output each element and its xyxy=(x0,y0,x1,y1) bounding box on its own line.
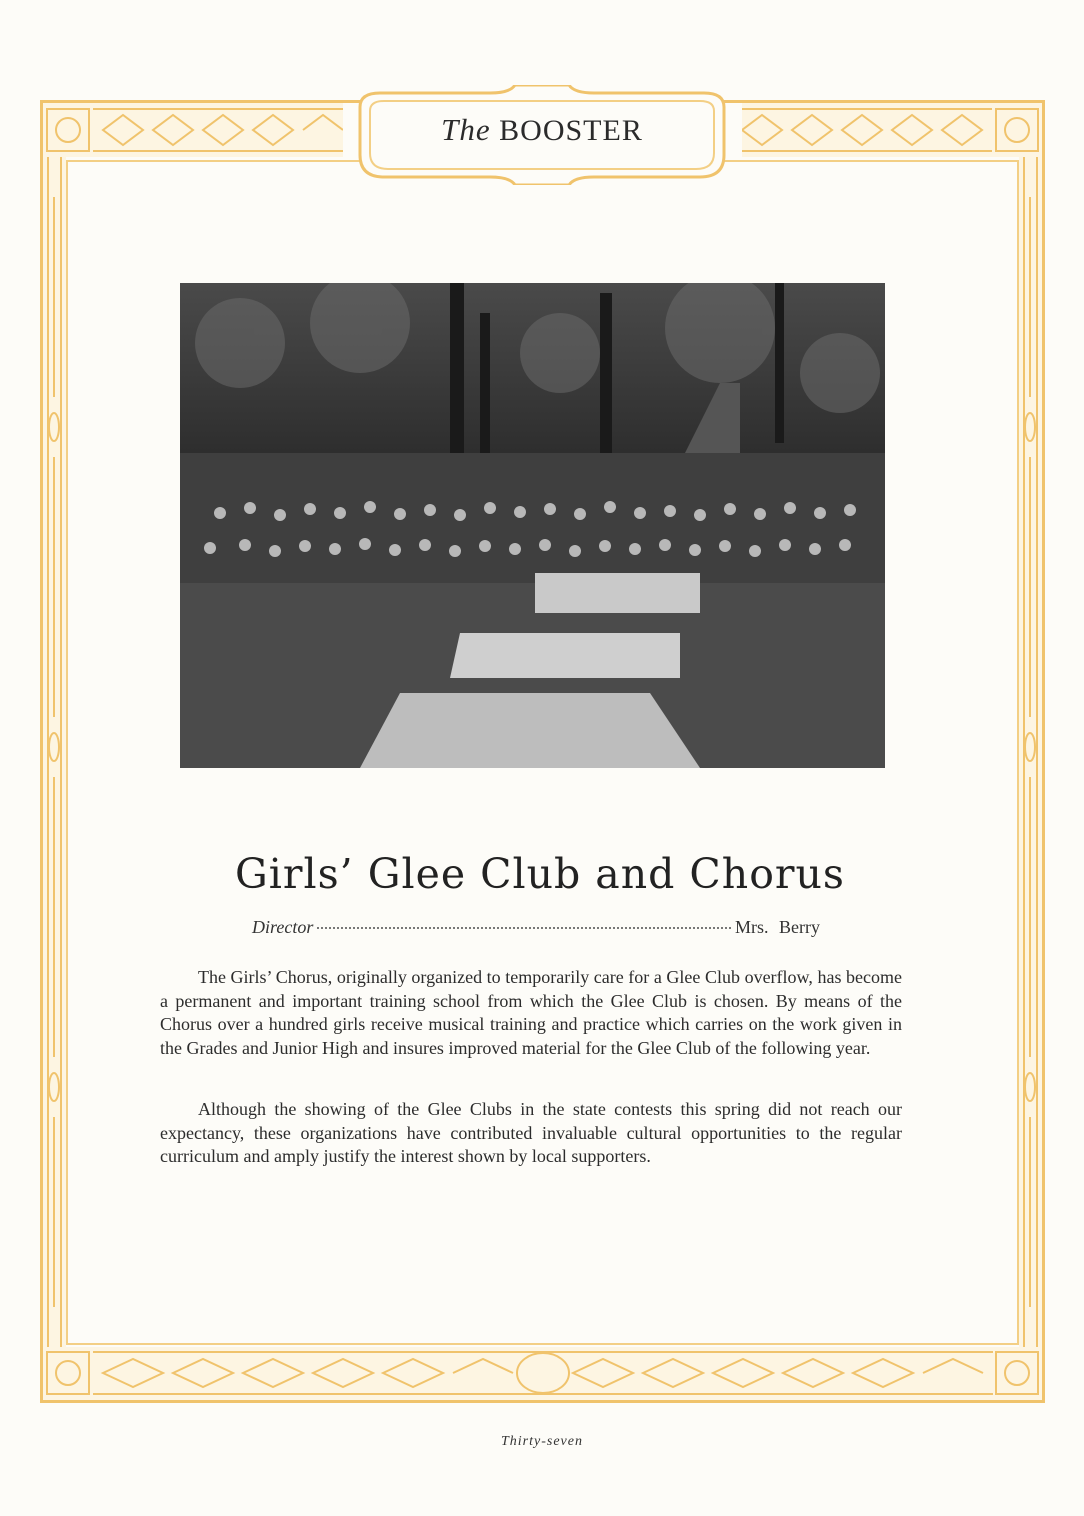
paragraph: Although the showing of the Glee Clubs in the state contests this spring did not reach our expectancy, these organizations have contributed invaluable cultural opportunities to the regular curriculum and amply justify the interest shown by local supporters. xyxy=(160,1099,902,1166)
dot-leader xyxy=(317,927,731,929)
director-name: Mrs. Berry xyxy=(735,917,820,937)
page-number: Thirty-seven xyxy=(501,1434,583,1449)
border-band-top-left xyxy=(43,103,343,157)
title-prefix: The xyxy=(441,112,491,147)
director-line xyxy=(252,917,820,938)
director-label: Director xyxy=(252,917,314,937)
group-photo xyxy=(180,283,885,768)
border-band-top-right xyxy=(742,103,1042,157)
border-band-left xyxy=(43,157,66,1347)
publication-title xyxy=(340,112,744,148)
border-band-bottom xyxy=(43,1347,1042,1400)
paragraph: The Girls’ Chorus, originally organized to temporarily care for a Glee Club overflow, has become a permanent and important training school from which the Glee Club is chosen. By means of the Chorus over a hundred girls receive musical training and practice which carries on the work given in the Grades and Junior High and insures improved material for the Glee Club of the following year. xyxy=(160,967,902,1058)
article-heading: Girls’ Glee Club and Chorus xyxy=(235,850,845,898)
border-band-right xyxy=(1019,157,1042,1347)
title-main: BOOSTER xyxy=(499,114,643,147)
